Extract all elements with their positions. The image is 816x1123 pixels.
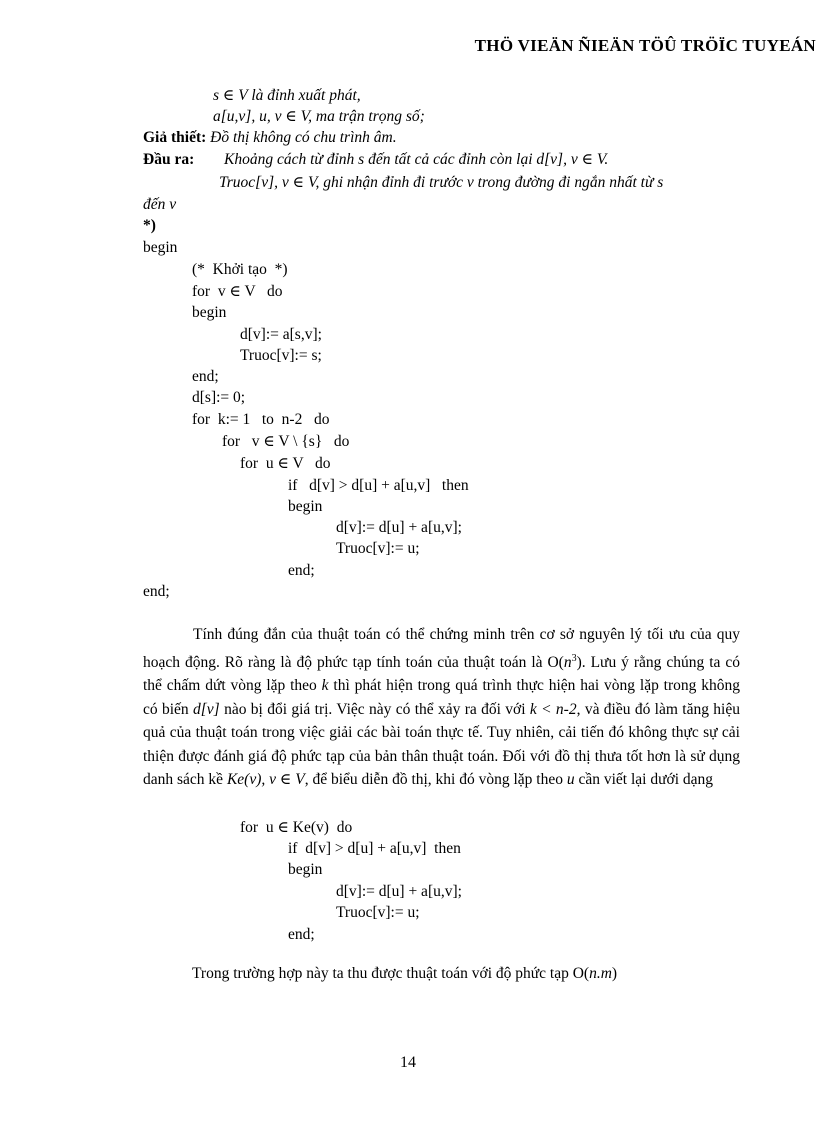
para-text: Tính đúng đắn của thuật toán có thể chứng minh trên cơ sở nguyên lý tối ưu của quy hoạch động. Rõ ràng là độ phức tạp tính toán của thuật toán là O( xyxy=(143,626,740,671)
code-line: for v ∈ V do xyxy=(192,283,283,300)
code2-line: d[v]:= d[u] + a[u,v]; xyxy=(336,883,462,900)
code-line: begin xyxy=(288,498,323,515)
output-text: Khoảng cách từ đỉnh s đến tất cả các đỉnh còn lại d[v], v ∈ V. xyxy=(224,151,609,168)
assumption-line xyxy=(143,128,397,148)
final-close: ) xyxy=(611,965,618,982)
code-line: begin xyxy=(143,239,178,256)
code-line: for v ∈ V \ {s} do xyxy=(222,433,350,450)
code-line: Truoc[v]:= u; xyxy=(336,540,420,557)
output-label: Đầu ra: xyxy=(143,151,195,168)
code-line: (* Khởi tạo *) xyxy=(192,261,288,278)
para-text: nào bị đổi giá trị. Việc này có thể xảy ra đối với xyxy=(219,700,530,718)
para-text: , để biểu diễn đồ thị, khi đó vòng lặp theo xyxy=(304,771,567,789)
final-var-nm: n.m xyxy=(589,965,612,982)
para-var-dv: d[v] xyxy=(193,700,220,718)
para-text: , và điều đó làm tăng hiệu quả của thuật toán trong việc giải các bài toán thực tế. Tuy nhiên, cải tiến đó không thực sự cải thiện được đánh giá độ phức tạp của bản thân thuật toán. Đối với đồ thị thưa tốt hơn là sử dụng danh sách kề xyxy=(143,700,740,789)
assumption-label: Giả thiết: xyxy=(143,129,207,146)
para-text: cần viết lại dưới dạng xyxy=(574,771,714,789)
para-text: ). Lưu ý rằng chúng ta có thể chấm dứt vòng lặp theo xyxy=(143,653,740,695)
code-line: d[v]:= a[s,v]; xyxy=(240,326,322,343)
para-var-k: k xyxy=(321,677,329,695)
para-condition: k < n-2 xyxy=(529,700,577,718)
para-var-ke: Ke(v), v ∈ V xyxy=(226,771,305,789)
para-var-u: u xyxy=(566,771,575,789)
output-line xyxy=(143,150,194,170)
page-number: 14 xyxy=(400,1054,416,1071)
truoc-description-cont: đến v xyxy=(143,196,177,213)
final-sentence xyxy=(192,964,617,984)
code-line: d[s]:= 0; xyxy=(192,389,246,406)
code-line: end; xyxy=(288,562,315,579)
code2-line: begin xyxy=(288,861,323,878)
library-header: THÖ VIEÄN ÑIEÄN TÖÛ TRÖÏC TUYEÁN xyxy=(474,36,816,55)
assumption-text: Đồ thị không có chu trình âm. xyxy=(206,129,397,146)
para-var-n: n xyxy=(563,653,572,671)
code-line: Truoc[v]:= s; xyxy=(240,347,322,364)
para-text: thì phát hiện trong quá trình thực hiện hai vòng lặp trong không có biến xyxy=(143,677,740,718)
truoc-description: Truoc[v], v ∈ V, ghi nhận đỉnh đi trước v trong đường đi ngắn nhất từ s xyxy=(219,174,664,191)
code2-line: end; xyxy=(288,926,315,943)
code-line: if d[v] > d[u] + a[u,v] then xyxy=(288,477,469,494)
spec-line-matrix: a[u,v], u, v ∈ V, ma trận trọng số; xyxy=(213,108,425,125)
code-line: d[v]:= d[u] + a[u,v]; xyxy=(336,519,462,536)
comment-close: *) xyxy=(143,217,156,234)
spec-line-source: s ∈ V là đỉnh xuất phát, xyxy=(213,87,361,104)
code-line: begin xyxy=(192,304,227,321)
final-text: Trong trường hợp này ta thu được thuật toán với độ phức tạp O( xyxy=(192,965,590,982)
code-line: for k:= 1 to n-2 do xyxy=(192,411,330,428)
code2-line: if d[v] > d[u] + a[u,v] then xyxy=(288,840,461,857)
para-exponent: 3 xyxy=(571,652,577,664)
code-line: end; xyxy=(143,583,170,600)
complexity-paragraph xyxy=(143,623,740,792)
code-line: end; xyxy=(192,368,219,385)
code2-line: for u ∈ Ke(v) do xyxy=(240,819,353,836)
code-line: for u ∈ V do xyxy=(240,455,331,472)
code2-line: Truoc[v]:= u; xyxy=(336,904,420,921)
